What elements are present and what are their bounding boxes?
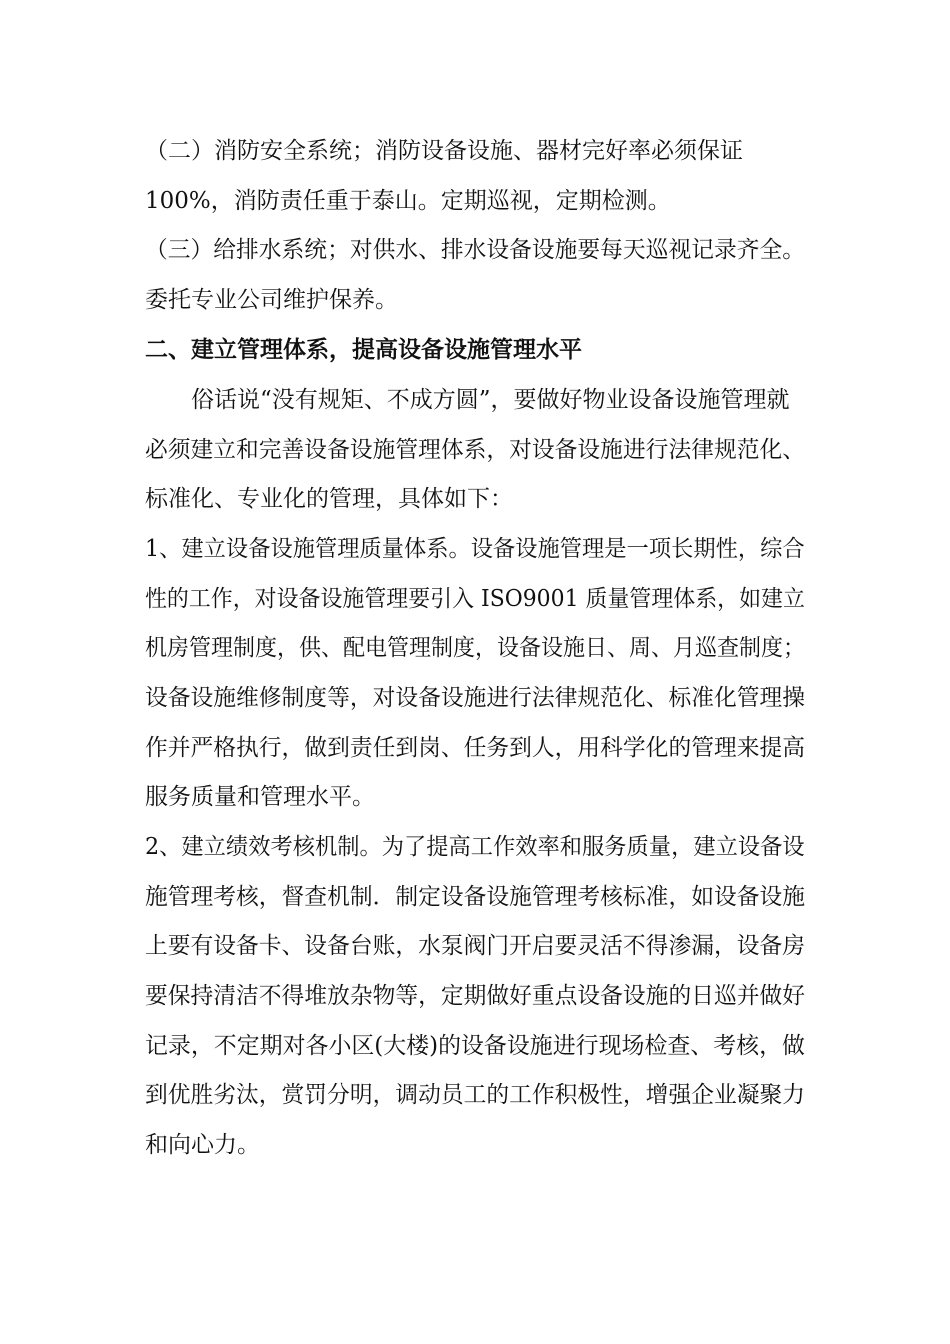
paragraph-line: 1、建立设备设施管理质量体系。设备设施管理是一项长期性，综合 [145,536,805,562]
section-heading: 二、建立管理体系，提高设备设施管理水平 [145,336,582,363]
paragraph-line: 施管理考核，督查机制．制定设备设施管理考核标准，如设备设施 [145,884,805,910]
paragraph-line: 机房管理制度，供、配电管理制度，设备设施日、周、月巡查制度； [145,635,805,661]
paragraph-line: 委托专业公司维护保养。 [145,287,398,313]
paragraph-line: （三）给排水系统；对供水、排水设备设施要每天巡视记录齐全。 [145,237,805,263]
paragraph-line: 上要有设备卡、设备台账，水泵阀门开启要灵活不得渗漏，设备房 [145,933,805,959]
paragraph-line: 作并严格执行，做到责任到岗、任务到人，用科学化的管理来提高 [145,735,805,761]
paragraph-line: 设备设施维修制度等，对设备设施进行法律规范化、标准化管理操 [145,685,805,711]
paragraph-line: 到优胜劣汰，赏罚分明，调动员工的工作积极性，增强企业凝聚力 [145,1082,805,1108]
paragraph-line: 俗话说“没有规矩、不成方圆”，要做好物业设备设施管理就 [191,387,790,413]
paragraph-line: 2、建立绩效考核机制。为了提高工作效率和服务质量，建立设备设 [145,834,805,860]
paragraph-line: 性的工作，对设备设施管理要引入 ISO9001 质量管理体系，如建立 [145,586,805,612]
paragraph-line: 必须建立和完善设备设施管理体系，对设备设施进行法律规范化、 [145,437,805,463]
paragraph-line: 100%，消防责任重于泰山。定期巡视，定期检测。 [145,188,671,214]
paragraph-line: 记录，不定期对各小区(大楼)的设备设施进行现场检查、考核，做 [145,1033,805,1059]
paragraph-line: 标准化、专业化的管理，具体如下： [145,486,513,512]
paragraph-line: 和向心力。 [145,1132,260,1158]
paragraph-line: 服务质量和管理水平。 [145,784,375,810]
paragraph-line: （二）消防安全系统；消防设备设施、器材完好率必须保证 [145,138,743,164]
paragraph-line: 要保持清洁不得堆放杂物等，定期做好重点设备设施的日巡并做好 [145,983,805,1009]
